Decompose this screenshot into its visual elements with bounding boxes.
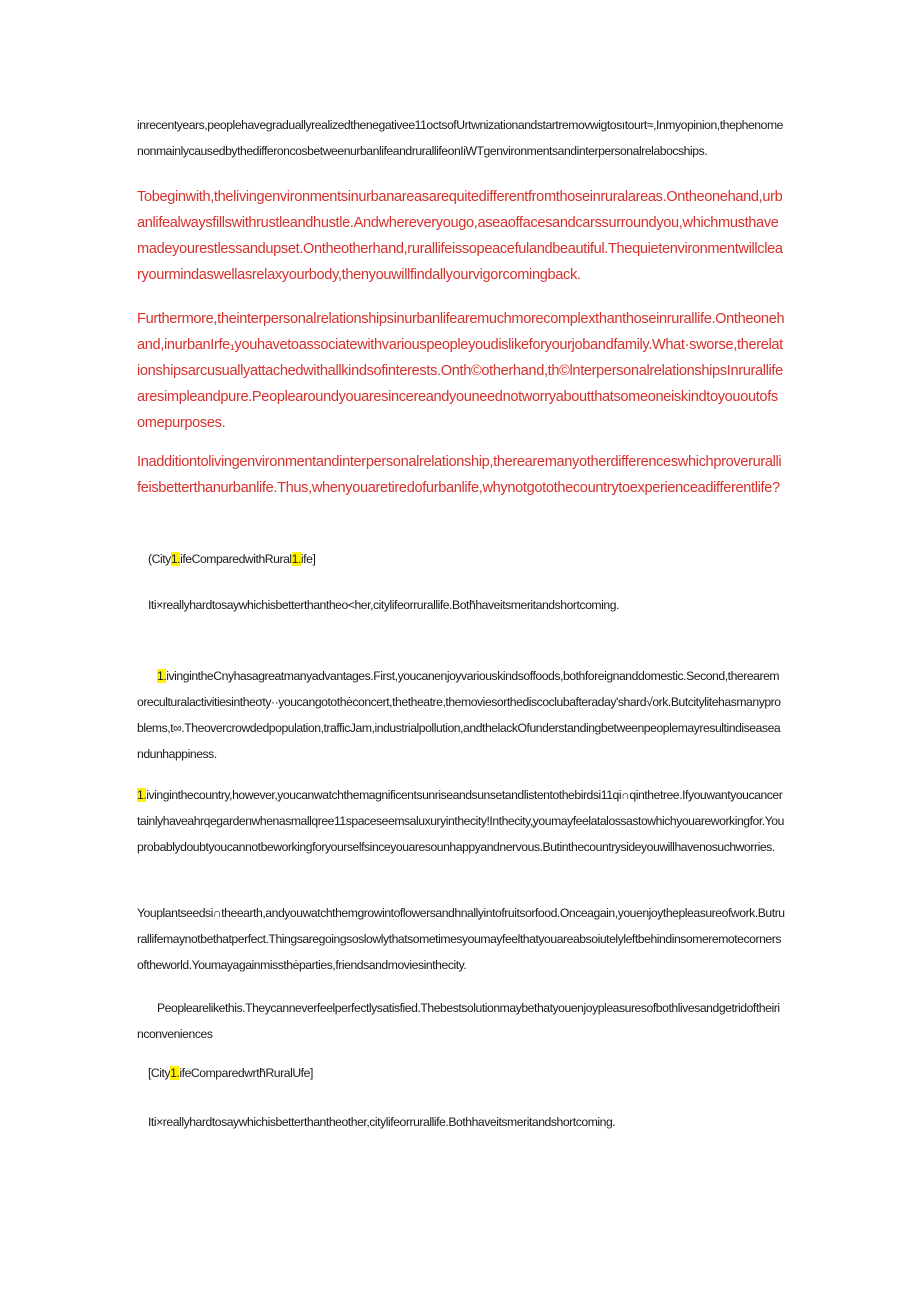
- paragraph-conclusion: [137, 449, 785, 501]
- highlight-mark: 1.: [170, 1066, 180, 1080]
- highlight-mark: 1.: [291, 552, 301, 566]
- paragraph-plant-seeds-text: Youplantseedsi∩theearth,andyouwatchthemgrowintoflowersandhnallyintofruitsorfood.Onceagain,youenjoythepleasureofwork.Butrurallifemaynotbethatperfect.Thingsaregoingsoslowlythatsometimesyoumayfeelthatyouareabsoiutelyleftbehindinsomeremotecornersoftheworld.Youmayagainmissthėparties,friendsandmoviesinthecity.: [137, 906, 785, 972]
- paragraph-country-living-text: ivinginthecountry,however,youcanwatchthemagnificentsunriseandsunsetandlistentothebirdsi11qi∩qinthetree.Ifyouwantyoucancertainlyhaveahrqegardenwhenasmallqree11spaceseemsaluxuryinthecity!Inthecity,̧youmayfeelatalossastowhichyouareworkingfor.Youprobablydoubtyoucannotbeworkingforyourselfsinceyouaresounhappyandnervous.Butinthecountrysideyouwillhavenosuchworries.: [137, 788, 784, 854]
- highlight-mark: 1.: [137, 788, 147, 802]
- essay-title-2: [City1.ifeComparedwrth̃RuralUfe]: [148, 1066, 313, 1080]
- paragraph-living-environment: [137, 184, 785, 288]
- paragraph-interpersonal-text: Furthermore,theinterpersonalrelationshipsinurbanlifearemuchmorecomplexthanthoseinrurallife.Ontheonehand,inurbanIrfe₁youhavetoassociatewithvariouspeopleyoudislikeforyourjobandfamily.What·sworse,therelationshipsarcusuallyattachedwithallkindsofinterests.Onth©otherhand,th©lnterpersonalrelationshipsInrurallifearesimpleandpure.Peoplearoundyouaresincereandyouneednotworryaboutthatsomeoneiskindtoyououtofsomepurposes.: [137, 311, 785, 431]
- paragraph-country-living: [137, 782, 785, 860]
- paragraph-interpersonal: [137, 306, 785, 436]
- paragraph-conclusion-text: Inadditiontolivingenvironmentandinterpersonalrelationship,therearemanyotherdifferenceswhichproverurallifeisbetterthanurbanlife.Thus,whenyouaretiredofurbanlife,whynotgotothecountrytoexperienceadifferentlife?: [137, 454, 782, 496]
- paragraph-people-satisfied-text: Peoplearelikethis.Theycanneverfeelperfectlysatisfied.Thebestsolutionmaybethatyouenjoypleasuresofbothlivesandgetridoftheirinconveniences: [137, 1001, 780, 1041]
- paragraph-city-living-text: ivingintheCnyhasagreatmanyadvantages.First,youcanenjoyvariouskindsoffoods,bothforeignanddomestic.Second,therearemoreculturalactivitiesinthеσty··youcangotothėconcert,thetheatre,themoviesorthediscoclubafteraday'shard√ork.Butcitylitehasmanyproblems,t∞.Theovercrowdedpopulation,trafficJam,industrialpollution,andthelackOfunderstandingbetweenpeoplemayresultindiseaseandunhappiness.: [137, 669, 781, 761]
- paragraph-intro: [137, 112, 785, 164]
- highlight-mark: 1.: [157, 669, 167, 683]
- essay-opening-2: [137, 1109, 785, 1135]
- paragraph-city-living: [137, 663, 785, 767]
- essay-title-1: (City1.ifeComparedwithRural1.ife]: [148, 552, 316, 566]
- paragraph-living-environment-text: Tobeginwith,thelivingenvironmentsinurbanareasarequitedifferentfromthoseinruralareas.Ontheonehand,urbanlifealwaysfillswithrustleandhustle.Andwhereveryougo,aseaoffacesandcarssurroundyou,whichmusthavemadeyourestlessandupset.Ontheotherhand,rurallifeissopeacefulandbeautiful.Thequietenvironmentwillclearyourmindaswellasrelaxyourbody,thenyouwillfindallyourvigorcomingback.: [137, 189, 783, 283]
- paragraph-plant-seeds: [137, 900, 785, 978]
- essay-opening-2-text: Iti×reallyhardtosaywhichisbetterthantheother,citylifeorrurallife.Bothhaveitsmeritandshortcoming.: [148, 1115, 616, 1129]
- paragraph-people-satisfied: [137, 995, 785, 1047]
- essay-opening-1: [137, 592, 785, 618]
- essay-opening-1-text: Iti×reallyhardtosaywhichisbetterthantheo<her,citylifeorrurallife.Both̃haveitsmeritandshortcoming.: [148, 598, 619, 612]
- highlight-mark: 1.: [170, 552, 181, 566]
- paragraph-intro-text: inrecentyears,peoplehavegraduallyrealizedthenegativee11octsofUrtwnizationandstartremovwigtosıtourt≈,Inmyopinion,thephenomenonmainlycausedbythedifferoncosbetweenurbanlifeandrurallifeonIiWTgenvironmentsandinterpersonalrelabocships.: [137, 118, 783, 158]
